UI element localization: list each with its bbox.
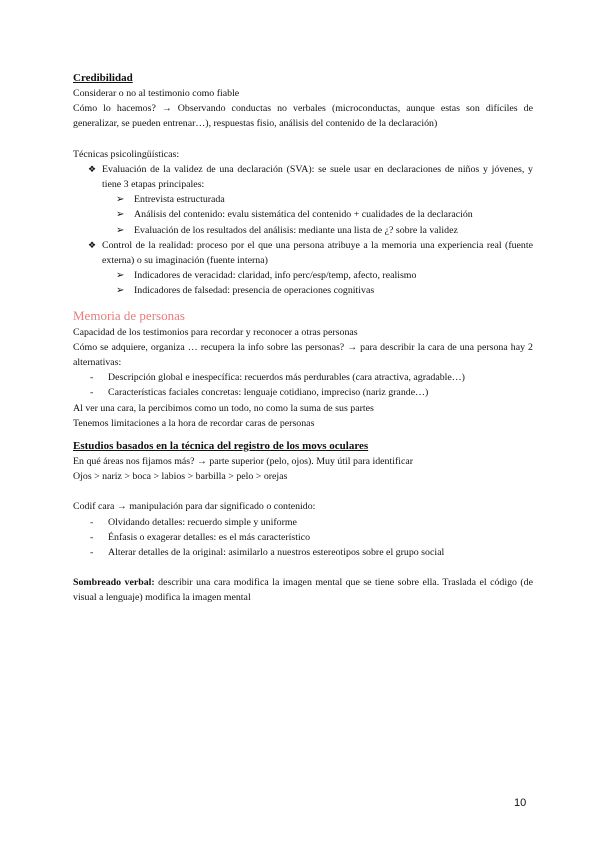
memoria-list <box>73 370 533 400</box>
arrow-bullet-icon: ➢ <box>116 270 125 282</box>
list-item-text: Control de la realidad: proceso por el que una persona atribuye a la memoria una experiencia real (fuente externa) o su imaginación (fuente interna) <box>102 239 533 267</box>
list-item <box>90 515 533 530</box>
sub-list-item <box>116 283 533 298</box>
page-content <box>73 71 533 606</box>
estudios-heading: Estudios basados en la técnica del registro de los movs oculares <box>73 440 369 453</box>
sub-list <box>73 268 533 298</box>
diamond-bullet-icon: ❖ <box>88 239 97 250</box>
sub-list-item-text: Análisis del contenido: evalu sistemática del contenido + cualidades de la declaración <box>134 209 473 221</box>
memoria-line-2: Cómo se adquiere, organiza … recupera la info sobre las personas? → para describir la cara de una persona hay 2 alternativas: <box>73 341 533 369</box>
sub-list-item <box>116 268 533 283</box>
sub-list-item-text: Evaluación de los resultados del análisis: mediante una lista de ¿? sobre la validez <box>134 224 458 236</box>
arrow-bullet-icon: ➢ <box>116 194 125 206</box>
sub-list-item <box>116 223 533 238</box>
sombreado-label: Sombreado verbal: <box>73 577 155 589</box>
credibilidad-heading: Credibilidad <box>73 72 133 84</box>
dash-bullet: - <box>90 516 94 528</box>
memoria-line-1: Capacidad de los testimonios para recordar y reconocer a otras personas <box>73 326 358 338</box>
dash-bullet: - <box>90 547 94 559</box>
sub-list <box>73 192 533 238</box>
spacer <box>73 431 533 439</box>
sub-list-item <box>116 192 533 207</box>
sombreado-text: describir una cara modifica la imagen mental que se tiene sobre ella. Traslada el código (de visual a lenguaje) modifica la imagen mental <box>73 577 533 604</box>
spacer <box>73 484 533 499</box>
codif-list <box>73 515 533 561</box>
list-item-text: Evaluación de la validez de una declaración (SVA): se suele usar en declaraciones de niños y jóvenes, y tiene 3 etapas principales: <box>102 163 533 191</box>
memoria-heading: Memoria de personas <box>73 307 185 323</box>
sub-list-item <box>116 207 533 222</box>
list-item-text: Olvidando detalles: recuerdo simple y uniforme <box>108 516 297 528</box>
spacer <box>73 132 533 147</box>
memoria-line-4: Tenemos limitaciones a la hora de recordar caras de personas <box>73 417 315 429</box>
list-item <box>90 238 533 299</box>
codif-line-1: Codif cara → manipulación para dar significado o contenido: <box>73 501 316 513</box>
memoria-line-3: Al ver una cara, la percibimos como un todo, no como la suma de sus partes <box>73 402 374 414</box>
estudios-line-2: Ojos > nariz > boca > labios > barbilla > pelo > orejas <box>73 471 288 483</box>
list-item <box>90 385 533 400</box>
dash-bullet: - <box>90 372 94 384</box>
list-item <box>90 370 533 385</box>
credibilidad-line-2: Cómo lo hacemos? → Observando conductas no verbales (microconductas, aunque estas son difíciles de generalizar, se pueden entrenar…), respuestas fisio, análisis del contenido de la declaración) <box>73 103 533 130</box>
list-item-text: Alterar detalles de la original: asimilarlo a nuestros estereotipos sobre el grupo social <box>108 547 445 559</box>
list-item-text: Énfasis o exagerar detalles: es el más característico <box>108 531 311 543</box>
sombreado-paragraph <box>73 575 533 605</box>
diamond-bullet-icon: ❖ <box>88 163 97 174</box>
tecnicas-list <box>73 162 533 299</box>
page-number: 10 <box>514 797 527 809</box>
dash-bullet: - <box>90 531 94 543</box>
sub-list-item-text: Entrevista estructurada <box>134 194 225 206</box>
dash-bullet: - <box>90 387 94 399</box>
sub-list-item-text: Indicadores de veracidad: claridad, info perc/esp/temp, afecto, realismo <box>134 270 417 282</box>
list-item <box>90 545 533 560</box>
tecnicas-label: Técnicas psicolingüísticas: <box>73 148 180 160</box>
list-item-text: Características faciales concretas: lenguaje cotidiano, impreciso (nariz grande…) <box>108 387 429 399</box>
list-item <box>90 530 533 545</box>
list-item-text: Descripción global e inespecífica: recuerdos más perdurables (cara atractiva, agradable…) <box>108 372 465 384</box>
list-item <box>90 162 533 238</box>
arrow-bullet-icon: ➢ <box>116 285 125 297</box>
sub-list-item-text: Indicadores de falsedad: presencia de operaciones cognitivas <box>134 285 375 297</box>
arrow-bullet-icon: ➢ <box>116 224 125 236</box>
estudios-line-1: En qué áreas nos fijamos más? → parte superior (pelo, ojos). Muy útil para identificar <box>73 456 414 468</box>
credibilidad-line-1: Considerar o no al testimonio como fiable <box>73 88 240 99</box>
spacer <box>73 560 533 575</box>
arrow-bullet-icon: ➢ <box>116 209 125 221</box>
